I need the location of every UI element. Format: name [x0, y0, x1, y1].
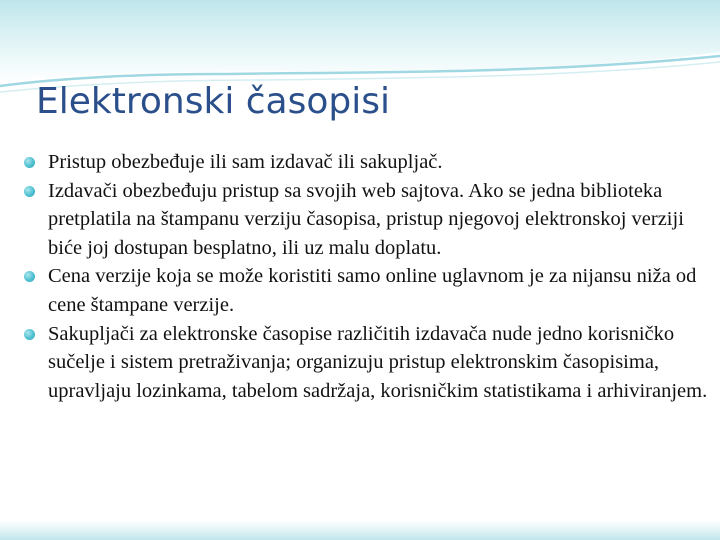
bullet-item	[24, 148, 714, 177]
bullet-item	[24, 320, 714, 406]
bullet-text: Izdavači obezbeđuju pristup sa svojih web sajtova. Ako se jedna biblioteka pretplatila na štampanu verziju časopisa, pristup njegovoj elektronskoj verziji biće joj dostupan besplatno, ili uz malu doplatu.	[48, 179, 684, 259]
bullet-text: Sakupljači za elektronske časopise različitih izdavača nude jedno korisničko sučelje i sistem pretraživanja; organizuju pristup elektronskim časopisima, upravljaju lozinkama, tabelom sadržaja, korisničkim statistikama i arhiviranjem.	[48, 322, 708, 402]
bullet-icon	[24, 329, 35, 340]
slide-title: Elektronski časopisi	[36, 81, 391, 122]
bullet-text: Pristup obezbeđuje ili sam izdavač ili sakupljač.	[48, 151, 443, 173]
bullet-icon	[24, 271, 35, 282]
bullet-item	[24, 262, 714, 319]
bullet-list	[24, 148, 714, 405]
bullet-item	[24, 177, 714, 263]
bullet-text: Cena verzije koja se može koristiti samo online uglavnom je za nijansu niža od cene štampane verzije.	[48, 265, 697, 316]
footer-band-decoration	[0, 520, 720, 540]
bullet-icon	[24, 186, 35, 197]
bullet-icon	[24, 157, 35, 168]
